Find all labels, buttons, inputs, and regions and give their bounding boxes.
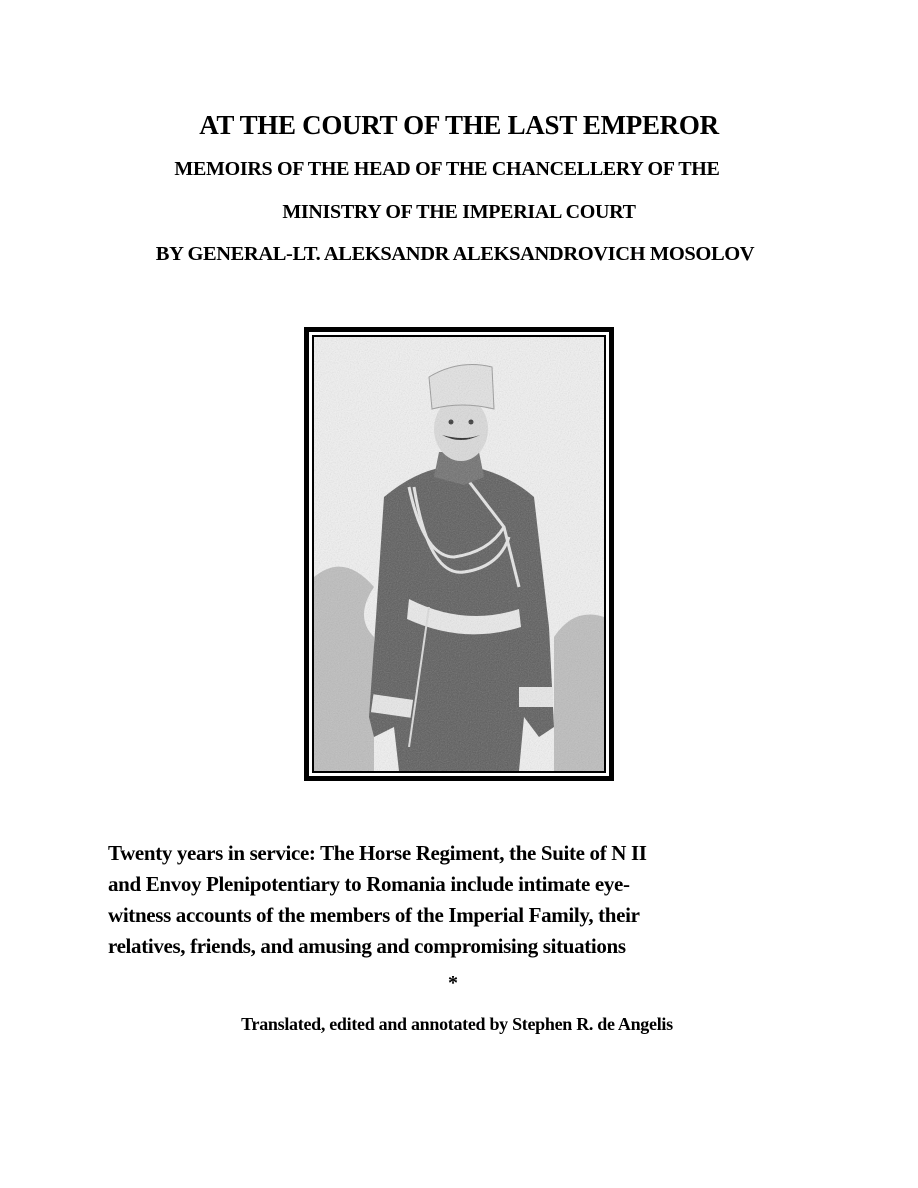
description-line: relatives, friends, and amusing and compromising situations — [108, 934, 626, 958]
portrait-frame — [304, 327, 614, 781]
separator-asterisk: * — [448, 972, 458, 994]
translator-credit: Translated, edited and annotated by Stephen R. de Angelis — [241, 1014, 673, 1034]
portrait-photo — [314, 337, 604, 771]
book-title: AT THE COURT OF THE LAST EMPEROR — [199, 110, 719, 140]
description-line: Twenty years in service: The Horse Regiment, the Suite of N II — [108, 841, 647, 865]
subtitle-line-1: MEMOIRS OF THE HEAD OF THE CHANCELLERY OF THE — [174, 158, 720, 180]
description-line: witness accounts of the members of the Imperial Family, their — [108, 903, 640, 927]
portrait-illustration-icon — [314, 337, 604, 771]
author-line: BY GENERAL-LT. ALEKSANDR ALEKSANDROVICH MOSOLOV — [155, 243, 755, 265]
description-line: and Envoy Plenipotentiary to Romania include intimate eye- — [108, 872, 630, 896]
book-description — [108, 838, 808, 962]
subtitle-line-2: MINISTRY OF THE IMPERIAL COURT — [282, 201, 636, 223]
